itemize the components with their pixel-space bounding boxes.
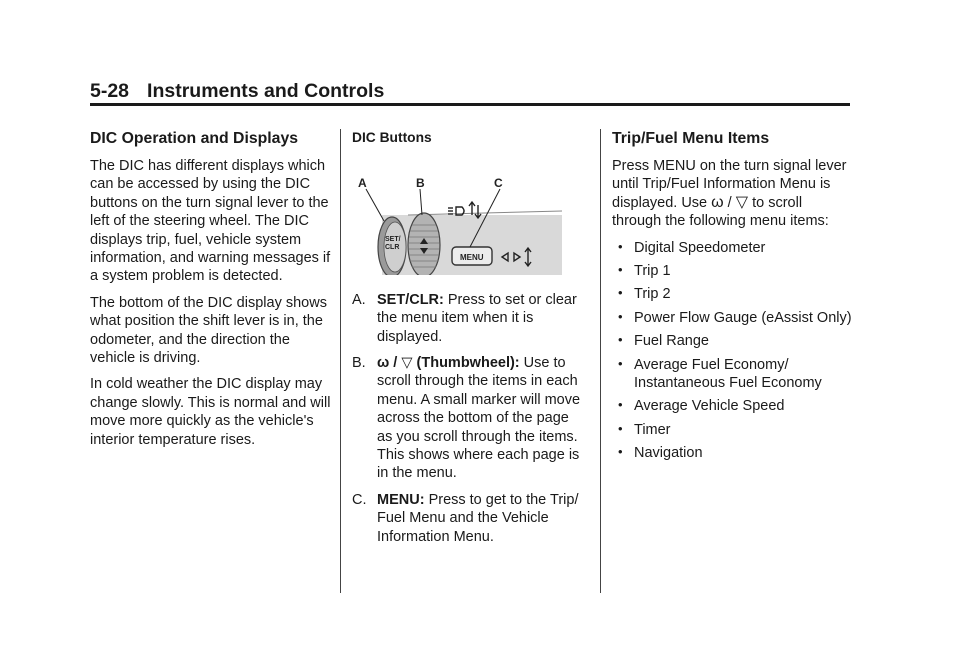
right-column [612,129,852,468]
list-item: • Navigation [618,444,703,462]
definition-menu [352,491,588,546]
intro-line-3: scroll through the following menu items: [612,194,829,230]
page-header [90,80,384,103]
list-item: • Average Vehicle Speed [618,397,785,415]
dic-lever-illustration [352,175,564,275]
definition-set-clr [352,291,588,346]
definition-term: MENU: [377,491,425,508]
header-rule [90,103,850,106]
list-item: • Trip 2 [618,285,671,303]
list-item: • Trip 1 [618,262,671,280]
column-divider-right [600,129,601,593]
bullet-icon: • [618,420,623,436]
list-item: • Digital Speedometer [618,238,766,256]
bullet-icon: • [618,238,623,254]
symbol-slash: / [727,194,732,211]
thumbwheel-down-icon: ▽ [735,193,749,211]
definition-text: Press to set or clear the menu item when it is displayed. [377,291,577,345]
chapter-title: Instruments and Controls [147,80,385,102]
set-clr-label-1: SET/ [385,236,401,244]
bullet-icon: • [618,285,623,301]
list-item: • Fuel Range [618,332,709,350]
dic-buttons-heading: DIC Buttons [352,130,432,145]
list-item: • Power Flow Gauge (eAssist Only) [618,308,852,326]
thumbwheel-up-icon: ω [711,193,724,211]
definition-text: Press to get to the Trip/ Fuel Menu and the Vehicle Information Menu. [377,491,579,545]
bullet-icon: • [618,332,623,348]
list-item: • Average Fuel Economy/ Instantaneous Fuel Economy [618,355,822,392]
list-item: • Timer [618,420,671,438]
menu-button-label: MENU [460,253,484,263]
bullet-icon: • [618,262,623,278]
definition-term: (Thumbwheel): [416,355,520,372]
paragraph: The bottom of the DIC display shows what position the shift lever is in, the odometer, and the direction the vehicle is driving. [90,294,327,367]
callout-b: B [416,176,425,191]
bullet-icon: • [618,444,623,460]
callout-line-b [420,189,422,215]
column-divider-left [340,129,341,593]
paragraph: In cold weather the DIC display may change slowly. This is normal and will move more quickly as the vehicle's interior temperature rises. [90,376,331,448]
intro-line-2-before: Menu is displayed. Use [612,176,831,211]
definition-letter: C. [352,491,367,508]
definition-letter: A. [352,291,366,308]
definition-thumbwheel [352,354,588,483]
middle-column [352,129,588,554]
bullet-icon: • [618,308,623,324]
left-column [90,129,332,457]
set-clr-label-2: CLR [385,244,400,252]
bullet-icon: • [618,355,623,371]
section-heading-trip-fuel: Trip/Fuel Menu Items [612,130,770,147]
definition-text: Use to scroll through the items in each menu. A small marker will move across the bottom of the page as you scroll through the items. This shows where each page is in the menu. [377,355,581,482]
definition-letter: B. [352,355,366,372]
callout-c: C [494,176,503,191]
callout-line-a [366,189,384,221]
intro-line-2-after: to [752,194,765,211]
section-heading-dic-operation: DIC Operation and Displays [90,130,299,147]
bullet-icon: • [618,397,623,413]
thumbwheel-symbols: ω / ▽ [377,355,413,372]
trip-fuel-menu-list [612,239,852,463]
paragraph: The DIC has different displays which can be accessed by using the DIC buttons on the turn signal lever to the left of the steering wheel. The DIC displays trip, fuel, vehicle system information, and warning messages if a system problem is detected. [90,158,331,285]
callout-a: A [358,176,367,191]
intro-line-1: Press MENU on the turn signal lever until Trip/Fuel Information [612,158,847,193]
page-number: 5-28 [90,80,130,102]
button-definitions [352,291,588,546]
intro-paragraph [612,157,852,231]
definition-term: SET/CLR: [377,291,444,308]
